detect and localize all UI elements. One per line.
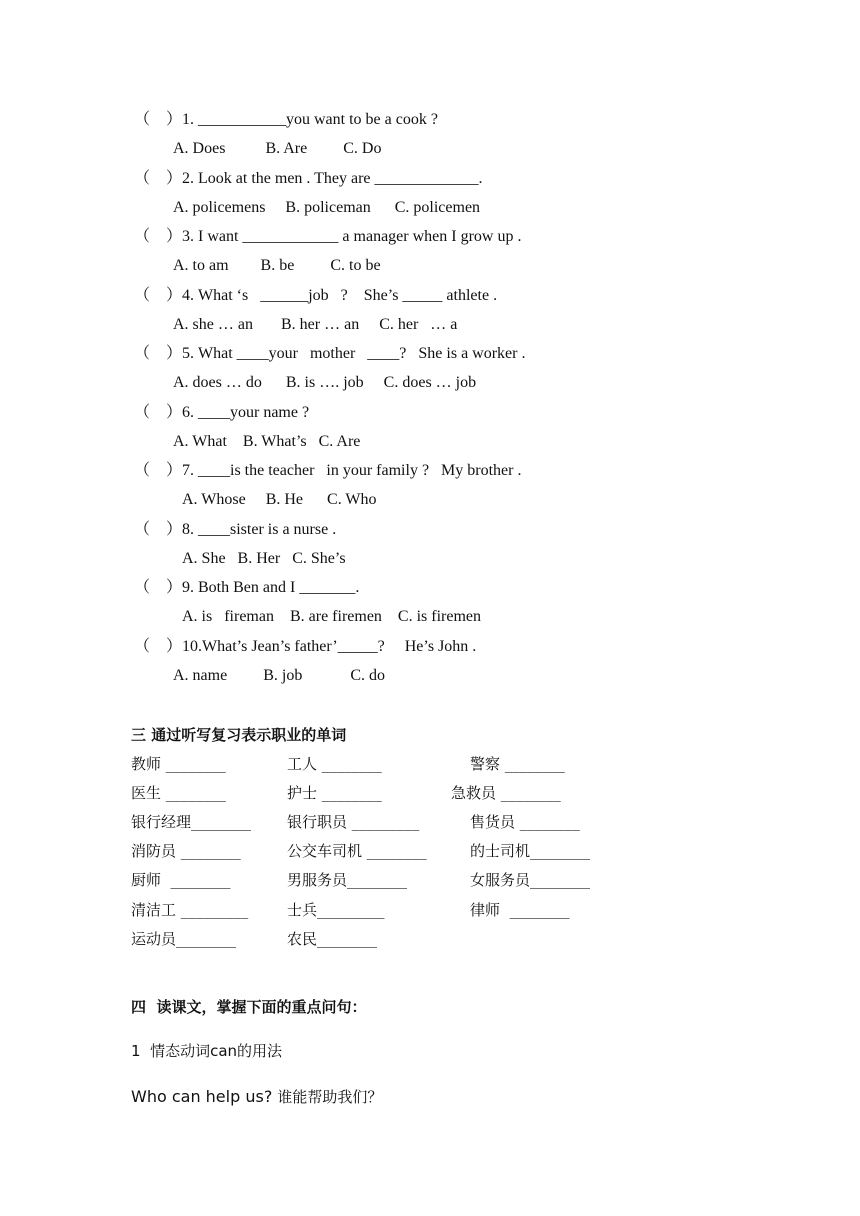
- question-8-options: A. She B. Her C. She’s: [182, 550, 346, 567]
- example-sentence: [131, 1086, 382, 1107]
- vocab-item: 工人 ________: [287, 755, 382, 773]
- question-9: （ ）9. Both Ben and I _______.: [134, 579, 360, 596]
- vocab-item: 农民________: [287, 930, 378, 948]
- modal-verb-heading: 1 情态动词can的用法: [131, 1042, 283, 1060]
- vocab-item: 清洁工 _________: [131, 901, 249, 919]
- question-3: （ ）3. I want ____________ a manager when I grow up .: [134, 228, 522, 245]
- question-5-options: A. does … do B. is …. job C. does … job: [173, 374, 477, 391]
- vocab-item: 律师 ________: [470, 901, 570, 919]
- vocab-item: 银行职员 _________: [287, 813, 420, 831]
- vocab-item: 运动员________: [131, 930, 237, 948]
- vocab-item: 厨师 ________: [131, 871, 231, 889]
- vocab-item: 教师 ________: [131, 755, 226, 773]
- question-2-options: A. policemens B. policeman C. policemen: [173, 199, 481, 216]
- question-7-options: A. Whose B. He C. Who: [182, 491, 377, 508]
- vocab-item: 士兵_________: [287, 901, 385, 919]
- question-1: （ ）1. ___________you want to be a cook ?: [134, 111, 438, 128]
- vocab-item: 售货员 ________: [470, 813, 580, 831]
- vocab-item: 公交车司机 ________: [287, 842, 427, 860]
- question-9-options: A. is fireman B. are firemen C. is firemen: [182, 608, 482, 625]
- question-4: （ ）4. What ‘s ______job ? She’s _____ athlete .: [134, 287, 498, 304]
- vocab-item: 银行经理________: [131, 813, 252, 831]
- vocab-item: 急救员 ________: [451, 784, 561, 802]
- question-5: （ ）5. What ____your mother ____? She is a worker .: [134, 345, 526, 362]
- question-6: （ ）6. ____your name ?: [134, 404, 310, 421]
- question-10: （ ）10.What’s Jean’s father’_____? He’s John .: [134, 638, 477, 655]
- vocab-item: 男服务员________: [287, 871, 408, 889]
- question-10-options: A. name B. job C. do: [173, 667, 385, 684]
- question-8: （ ）8. ____sister is a nurse .: [134, 521, 337, 538]
- vocab-item: 医生 ________: [131, 784, 226, 802]
- question-6-options: A. What B. What’s C. Are: [173, 433, 361, 450]
- question-2: （ ）2. Look at the men . They are _____________.: [134, 170, 483, 187]
- vocab-item: 护士 ________: [287, 784, 382, 802]
- question-3-options: A. to am B. be C. to be: [173, 257, 381, 274]
- section-3-title: 三 通过听写复习表示职业的单词: [131, 726, 347, 744]
- question-7: （ ）7. ____is the teacher in your family ? My brother .: [134, 462, 522, 479]
- vocab-item: 的士司机________: [470, 842, 591, 860]
- example-chinese: 谁能帮助我们？: [277, 1088, 383, 1106]
- question-1-options: A. Does B. Are C. Do: [173, 140, 382, 157]
- section-4-title: 四 读课文，掌握下面的重点问句：: [131, 998, 367, 1016]
- example-english: Who can help us?: [131, 1087, 273, 1106]
- vocab-item: 警察 ________: [470, 755, 565, 773]
- vocab-item: 消防员 ________: [131, 842, 241, 860]
- vocab-item: 女服务员________: [470, 871, 591, 889]
- question-4-options: A. she … an B. her … an C. her … a: [173, 316, 458, 333]
